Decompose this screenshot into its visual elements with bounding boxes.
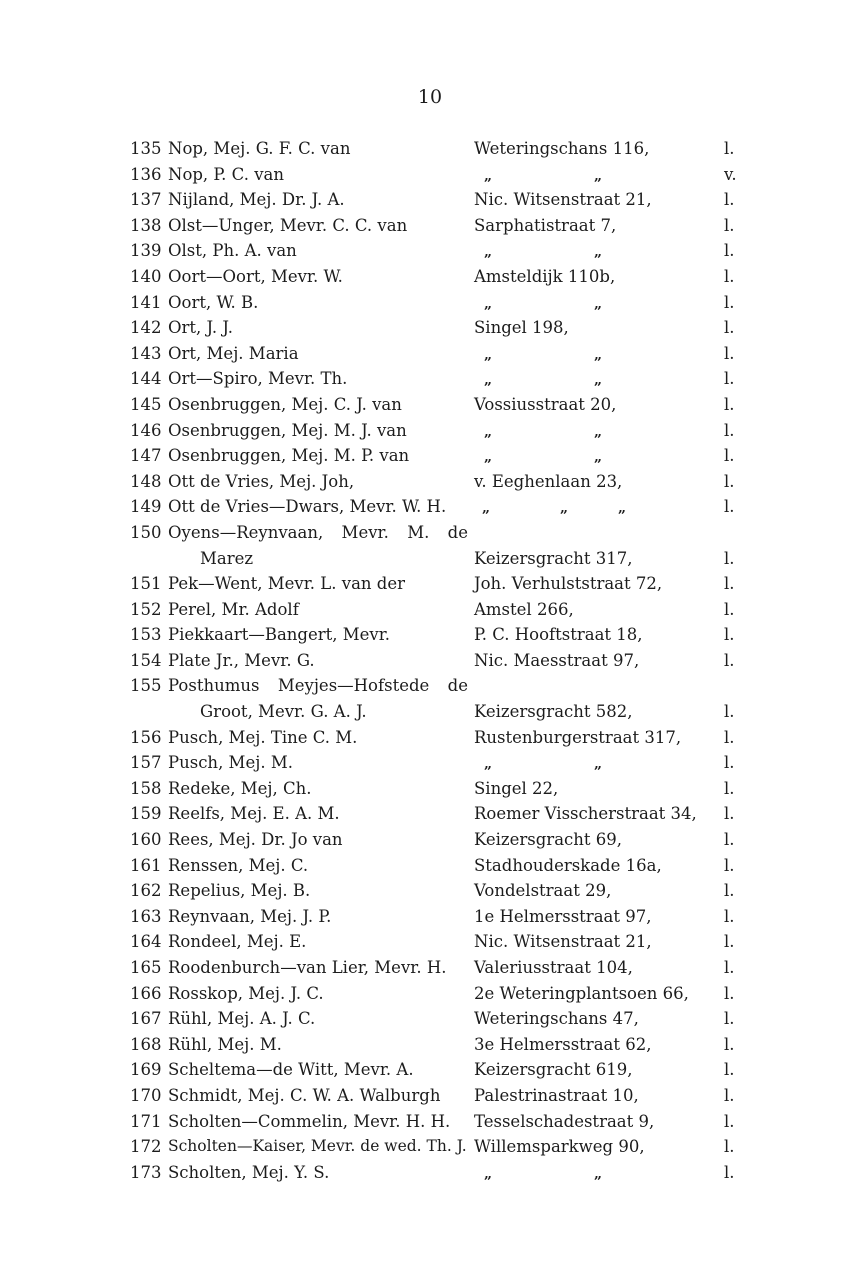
ditto-mark: „ — [594, 244, 603, 261]
list-item — [0, 264, 860, 290]
entry-code: l. — [724, 369, 735, 389]
entry-code: l. — [724, 625, 735, 645]
entry-name: Scholten—Kaiser, Mevr. de wed. Th. J. — [168, 1137, 467, 1156]
entry-code: l. — [724, 1009, 735, 1029]
entry-name: Ott de Vries—Dwars, Mevr. W. H. — [168, 497, 447, 517]
entry-address: v. Eeghenlaan 23, — [474, 471, 623, 491]
list-item — [0, 648, 860, 674]
entry-row — [0, 827, 860, 853]
entry-number: 137 — [130, 190, 162, 210]
entry-number: 151 — [130, 574, 162, 594]
list-item — [0, 341, 860, 367]
entry-address: Joh. Verhulststraat 72, — [474, 574, 663, 594]
entry-address: Roemer Visscherstraat 34, — [474, 804, 697, 824]
entry-name: Rondeel, Mej. E. — [168, 932, 307, 952]
entry-row — [0, 187, 860, 213]
entry-name: Osenbruggen, Mej. M. P. van — [168, 446, 410, 466]
entry-code: l. — [724, 420, 735, 440]
entry-number: 153 — [130, 625, 162, 645]
entry-name-continuation: Groot, Mevr. G. A. J. — [200, 702, 367, 722]
entry-name: Perel, Mr. Adolf — [168, 599, 299, 619]
entry-name: Repelius, Mej. B. — [168, 881, 311, 901]
entry-name: Osenbruggen, Mej. C. J. van — [168, 394, 402, 414]
entry-address: Sarphatistraat 7, — [474, 215, 617, 235]
entry-row — [0, 264, 860, 290]
entry-name-continuation: Marez — [200, 548, 254, 568]
entry-address: Stadhouderskade 16a, — [474, 855, 662, 875]
entry-name: Nijland, Mej. Dr. J. A. — [168, 190, 345, 210]
entry-number: 157 — [130, 753, 162, 773]
list-item — [0, 597, 860, 623]
ditto-mark: „ — [482, 500, 491, 517]
list-item — [0, 1160, 860, 1186]
ditto-mark: „ — [594, 346, 603, 363]
entry-row — [0, 290, 860, 316]
entry-number: 165 — [130, 958, 162, 977]
list-item — [0, 981, 860, 1007]
entry-name: Olst—Unger, Mevr. C. C. van — [168, 215, 408, 235]
entry-number: 147 — [130, 446, 162, 466]
entry-number: 162 — [130, 881, 162, 901]
entry-name: Reelfs, Mej. E. A. M. — [168, 804, 340, 824]
entry-number: 143 — [130, 343, 162, 363]
ditto-mark: „ — [594, 372, 603, 389]
entry-row — [0, 801, 860, 827]
entry-number: 144 — [130, 369, 162, 389]
entry-row — [0, 1032, 860, 1058]
entry-row — [0, 904, 860, 930]
entry-address: Vossiusstraat 20, — [474, 394, 617, 414]
entry-row — [0, 929, 860, 955]
entry-code: l. — [724, 906, 735, 926]
list-item — [0, 494, 860, 520]
entry-address: Vondelstraat 29, — [474, 881, 612, 901]
list-item — [0, 238, 860, 264]
ditto-mark: „ — [484, 423, 493, 440]
entry-code: l. — [724, 1085, 735, 1105]
list-item — [0, 571, 860, 597]
entry-row — [0, 1109, 860, 1135]
list-item — [0, 315, 860, 341]
entry-name: Posthumus Meyjes—Hofstede de — [168, 676, 468, 696]
entry-code: l. — [724, 1034, 735, 1054]
entry-name: Pek—Went, Mevr. L. van der — [168, 574, 405, 594]
ditto-mark: „ — [618, 500, 627, 517]
entry-code: l. — [724, 548, 735, 568]
entry-code: l. — [724, 702, 735, 722]
entry-number: 154 — [130, 650, 162, 670]
list-item — [0, 392, 860, 418]
entry-number: 142 — [130, 318, 162, 338]
entry-address: Tesselschadestraat 9, — [474, 1111, 655, 1131]
entry-code: l. — [724, 753, 735, 773]
entry-code: l. — [724, 881, 735, 901]
entry-address: Keizersgracht 582, — [474, 702, 633, 722]
list-item — [0, 1032, 860, 1058]
entry-name: Oyens—Reynvaan, Mevr. M. de — [168, 522, 468, 542]
entry-name: Redeke, Mej, Ch. — [168, 778, 312, 798]
list-item — [0, 1006, 860, 1032]
ditto-mark: „ — [484, 1165, 493, 1182]
entry-address: Valeriusstraat 104, — [474, 958, 633, 977]
list-item — [0, 1057, 860, 1083]
list-item — [0, 187, 860, 213]
entry-row — [0, 750, 860, 776]
entry-address: 3e Helmersstraat 62, — [474, 1034, 652, 1054]
entry-number: 161 — [130, 855, 162, 875]
entry-address: Weteringschans 47, — [474, 1009, 639, 1029]
entry-row — [0, 1083, 860, 1109]
entry-row — [0, 1057, 860, 1083]
entry-code: l. — [724, 292, 735, 312]
entry-name: Pusch, Mej. M. — [168, 753, 293, 773]
entry-number: 146 — [130, 420, 162, 440]
entry-code: l. — [724, 574, 735, 594]
entry-name: Oort, W. B. — [168, 292, 259, 312]
entry-code: l. — [724, 318, 735, 338]
entry-name: Renssen, Mej. C. — [168, 855, 309, 875]
ditto-mark: „ — [594, 295, 603, 312]
entry-address: Nic. Maesstraat 97, — [474, 650, 640, 670]
entry-code: l. — [724, 497, 735, 517]
list-item — [0, 136, 860, 162]
entry-row — [0, 315, 860, 341]
entry-row — [0, 955, 860, 981]
entry-code: l. — [724, 1060, 735, 1080]
entry-row — [0, 213, 860, 239]
entry-number: 166 — [130, 983, 162, 1003]
entry-row — [0, 622, 860, 648]
list-item — [0, 776, 860, 802]
entry-row — [0, 136, 860, 162]
entry-row — [0, 469, 860, 495]
entry-number: 149 — [130, 497, 162, 517]
entry-row — [0, 392, 860, 418]
list-item — [0, 520, 860, 571]
entry-address: Nic. Witsenstraat 21, — [474, 932, 652, 952]
entry-number: 164 — [130, 932, 162, 952]
entry-row — [0, 162, 860, 188]
entry-number: 169 — [130, 1060, 162, 1080]
list-item — [0, 1109, 860, 1135]
entry-name: Ort, Mej. Maria — [168, 343, 299, 363]
entry-code: l. — [724, 241, 735, 261]
entry-name: Oort—Oort, Mevr. W. — [168, 266, 343, 286]
list-item — [0, 750, 860, 776]
entry-row-continuation — [0, 699, 860, 725]
entry-row — [0, 443, 860, 469]
entry-address: Rustenburgerstraat 317, — [474, 727, 682, 747]
entry-code: l. — [724, 932, 735, 952]
entry-number: 171 — [130, 1111, 162, 1131]
entry-code: l. — [724, 830, 735, 850]
entry-address: P. C. Hooftstraat 18, — [474, 625, 643, 645]
entry-row — [0, 776, 860, 802]
entry-code: l. — [724, 1137, 735, 1157]
list-item — [0, 725, 860, 751]
entry-row — [0, 673, 860, 699]
entry-name: Ott de Vries, Mej. Joh, — [168, 471, 355, 491]
ditto-mark: „ — [560, 500, 569, 517]
entry-row — [0, 1160, 860, 1186]
entry-row — [0, 648, 860, 674]
list-item — [0, 673, 860, 724]
list-item — [0, 622, 860, 648]
ditto-mark: „ — [484, 756, 493, 773]
list-item — [0, 801, 860, 827]
entry-number: 168 — [130, 1034, 162, 1054]
entry-address: 1e Helmersstraat 97, — [474, 906, 652, 926]
ditto-mark: „ — [484, 449, 493, 466]
entry-number: 155 — [130, 676, 162, 696]
entry-row — [0, 725, 860, 751]
entry-name: Scholten—Commelin, Mevr. H. H. — [168, 1111, 451, 1131]
entry-code: l. — [724, 804, 735, 824]
entry-code: l. — [724, 727, 735, 747]
entry-address: Singel 22, — [474, 778, 559, 798]
list-item — [0, 469, 860, 495]
entry-number: 141 — [130, 292, 162, 312]
entry-row — [0, 238, 860, 264]
entry-name: Rosskop, Mej. J. C. — [168, 983, 324, 1003]
entry-address: Amstel 266, — [474, 599, 574, 619]
entry-name: Nop, P. C. van — [168, 164, 284, 184]
entry-address: Weteringschans 116, — [474, 139, 650, 158]
entry-row — [0, 494, 860, 520]
list-item — [0, 929, 860, 955]
entry-row — [0, 341, 860, 367]
entry-name: Schmidt, Mej. C. W. A. Walburgh — [168, 1085, 441, 1105]
entry-number: 173 — [130, 1162, 162, 1182]
list-item — [0, 878, 860, 904]
entry-address: 2e Weteringplantsoen 66, — [474, 983, 689, 1003]
entry-name: Rühl, Mej. A. J. C. — [168, 1009, 316, 1029]
entry-name: Plate Jr., Mevr. G. — [168, 650, 315, 670]
entry-address: Palestrinastraat 10, — [474, 1085, 639, 1105]
entry-address: Nic. Witsenstraat 21, — [474, 190, 652, 210]
entry-code: l. — [724, 1111, 735, 1131]
ditto-mark: „ — [594, 423, 603, 440]
ditto-mark: „ — [484, 346, 493, 363]
entry-row — [0, 878, 860, 904]
entry-row — [0, 520, 860, 546]
entry-name: Roodenburch—van Lier, Mevr. H. — [168, 958, 447, 977]
entry-code: l. — [724, 778, 735, 798]
entry-name: Piekkaart—Bangert, Mevr. — [168, 625, 391, 645]
entry-code: l. — [724, 983, 735, 1003]
entry-code: l. — [724, 958, 735, 977]
entry-row — [0, 981, 860, 1007]
entry-name: Olst, Ph. A. van — [168, 241, 297, 261]
entry-address: Amsteldijk 110b, — [474, 266, 616, 286]
entry-number: 167 — [130, 1009, 162, 1029]
entry-number: 140 — [130, 266, 162, 286]
entry-number: 136 — [130, 164, 162, 184]
entry-number: 172 — [130, 1137, 162, 1157]
entry-name: Osenbruggen, Mej. M. J. van — [168, 420, 407, 440]
list-item — [0, 213, 860, 239]
entry-name: Reynvaan, Mej. J. P. — [168, 906, 332, 926]
entry-row — [0, 571, 860, 597]
entry-address: Keizersgracht 619, — [474, 1060, 633, 1080]
entry-number: 138 — [130, 215, 162, 235]
entry-code: l. — [724, 446, 735, 466]
entry-address: Keizersgracht 317, — [474, 548, 633, 568]
entry-code: l. — [724, 1162, 735, 1182]
entry-name: Ort, J. J. — [168, 318, 233, 338]
entry-number: 159 — [130, 804, 162, 824]
page-number: 10 — [417, 86, 443, 108]
entry-row — [0, 418, 860, 444]
ditto-mark: „ — [594, 756, 603, 773]
entry-name: Scholten, Mej. Y. S. — [168, 1162, 330, 1182]
member-list — [0, 136, 860, 1185]
list-item — [0, 418, 860, 444]
list-item — [0, 827, 860, 853]
list-item — [0, 290, 860, 316]
ditto-mark: „ — [484, 167, 493, 184]
list-item — [0, 162, 860, 188]
entry-number: 148 — [130, 471, 162, 491]
entry-row — [0, 853, 860, 879]
entry-row — [0, 1134, 860, 1160]
list-item — [0, 1083, 860, 1109]
entry-code: l. — [724, 855, 735, 875]
ditto-mark: „ — [594, 1165, 603, 1182]
list-item — [0, 366, 860, 392]
entry-row — [0, 366, 860, 392]
entry-address: Keizersgracht 69, — [474, 830, 623, 850]
entry-code: l. — [724, 650, 735, 670]
entry-name: Nop, Mej. G. F. C. van — [168, 139, 351, 158]
ditto-mark: „ — [484, 244, 493, 261]
list-item — [0, 955, 860, 981]
entry-number: 145 — [130, 394, 162, 414]
entry-name: Rees, Mej. Dr. Jo van — [168, 830, 343, 850]
entry-address: Willemsparkweg 90, — [474, 1137, 645, 1157]
entry-number: 163 — [130, 906, 162, 926]
entry-number: 158 — [130, 778, 162, 798]
entry-code: l. — [724, 599, 735, 619]
entry-code: l. — [724, 266, 735, 286]
list-item — [0, 904, 860, 930]
list-item — [0, 853, 860, 879]
list-item — [0, 443, 860, 469]
entry-code: v. — [724, 164, 737, 184]
entry-code: l. — [724, 343, 735, 363]
entry-number: 139 — [130, 241, 162, 261]
entry-number: 152 — [130, 599, 162, 619]
entry-row — [0, 1006, 860, 1032]
ditto-mark: „ — [594, 449, 603, 466]
ditto-mark: „ — [484, 372, 493, 389]
entry-code: l. — [724, 215, 735, 235]
ditto-mark: „ — [484, 295, 493, 312]
entry-number: 150 — [130, 522, 162, 542]
list-item — [0, 1134, 860, 1160]
entry-code: l. — [724, 139, 735, 158]
entry-row-continuation — [0, 546, 860, 572]
entry-name: Ort—Spiro, Mevr. Th. — [168, 369, 348, 389]
entry-row — [0, 597, 860, 623]
entry-name: Rühl, Mej. M. — [168, 1034, 282, 1054]
entry-number: 160 — [130, 830, 162, 850]
ditto-mark: „ — [594, 167, 603, 184]
entry-code: l. — [724, 471, 735, 491]
entry-name: Scheltema—de Witt, Mevr. A. — [168, 1060, 414, 1080]
entry-address: Singel 198, — [474, 318, 569, 338]
entry-number: 135 — [130, 139, 162, 158]
entry-code: l. — [724, 190, 735, 210]
entry-number: 156 — [130, 727, 162, 747]
entry-name: Pusch, Mej. Tine C. M. — [168, 727, 358, 747]
entry-code: l. — [724, 394, 735, 414]
entry-number: 170 — [130, 1085, 162, 1105]
